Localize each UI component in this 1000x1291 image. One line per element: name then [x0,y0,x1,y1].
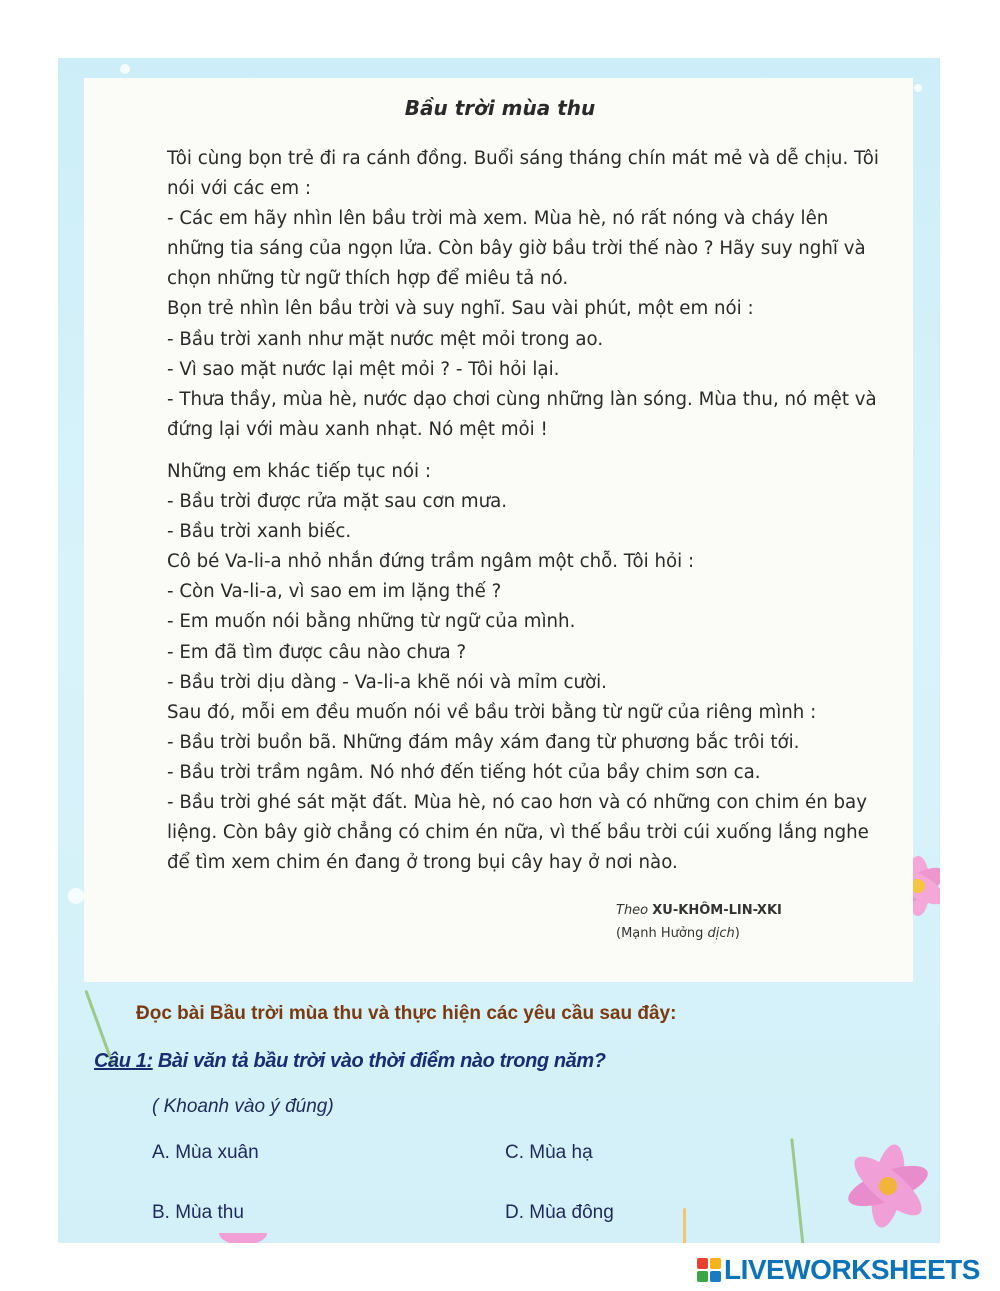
passage-title: Bầu trời mùa thu [404,96,596,120]
flower-stem [683,1208,686,1243]
question-1 [94,1050,606,1073]
translator-dich: dịch [707,926,735,941]
passage-paragraph: Tôi cùng bọn trẻ đi ra cánh đồng. Buổi sáng tháng chín mát mẻ và dễ chịu. Tôi nói với các em : [167,148,879,200]
option-d[interactable]: D. Mùa đông [505,1202,614,1223]
passage-body [141,144,881,878]
option-b[interactable]: B. Mùa thu [152,1202,244,1223]
passage-paragraph: - Vì sao mặt nước lại mệt mỏi ? - Tôi hỏi lại. [167,358,560,380]
passage-paragraph: Bọn trẻ nhìn lên bầu trời và suy nghĩ. Sau vài phút, một em nói : [167,298,754,320]
liveworksheets-logo [697,1254,980,1286]
passage-paragraph: - Em muốn nói bằng những từ ngữ của mình. [167,611,576,633]
sparkle-decoration [120,64,130,74]
translator-name: (Mạnh Hưởng [616,926,708,941]
instruction-text: Đọc bài Bầu trời mùa thu và thực hiện các yêu cầu sau đây: [136,1003,677,1024]
liveworksheets-logo-icon [697,1258,721,1282]
option-a[interactable]: A. Mùa xuân [152,1142,259,1163]
sparkle-decoration [914,84,922,92]
flower-stem [790,1138,804,1243]
passage-paragraph: Sau đó, mỗi em đều muốn nói về bầu trời bằng từ ngữ của riêng mình : [167,701,817,723]
attribution-theo: Theo [616,903,649,918]
passage-paragraph: - Bầu trời được rửa mặt sau cơn mưa. [167,491,508,513]
option-c[interactable]: C. Mùa hạ [505,1142,593,1163]
passage-paragraph: - Em đã tìm được câu nào chưa ? [167,641,467,663]
passage-paragraph: Cô bé Va-li-a nhỏ nhắn đứng trầm ngâm một chỗ. Tôi hỏi : [167,551,695,573]
paragraph-gap [141,445,881,457]
passage-paragraph: - Các em hãy nhìn lên bầu trời mà xem. Mùa hè, nó rất nóng và cháy lên những tia sáng của ngọn lửa. Còn bây giờ bầu trời thế nào ? Hãy suy nghĩ và chọn những từ ngữ thích hợp để miêu tả nó. [167,208,866,290]
passage-paragraph: - Bầu trời xanh biếc. [167,521,352,543]
passage-paragraph: Những em khác tiếp tục nói : [167,460,431,482]
passage-paragraph: - Bầu trời xanh như mặt nước mệt mỏi trong ao. [167,328,604,350]
passage-paragraph: - Bầu trời ghé sát mặt đất. Mùa hè, nó cao hơn và có những con chim én bay liệng. Còn bây giờ chẳng có chim én nữa, vì thế bầu trời cúi xuống lắng nghe để tìm xem chim én đang ở trong bụi cây hay ở nơi nào. [167,791,869,874]
pink-flower-decoration [810,1118,940,1243]
passage-translator [616,926,740,941]
translator-close: ) [734,926,740,941]
pink-flower-decoration [208,1233,278,1243]
logo-text: LIVEWORKSHEETS [724,1254,980,1285]
passage-paragraph: - Còn Va-li-a, vì sao em im lặng thế ? [167,581,502,603]
attribution-author: XU-KHÔM-LIN-XKI [652,903,782,918]
question-label: Câu 1: [94,1050,153,1072]
passage-paragraph: - Bầu trời trầm ngâm. Nó nhớ đến tiếng hót của bầy chim sơn ca. [167,761,761,783]
question-hint: ( Khoanh vào ý đúng) [152,1096,334,1117]
passage-paragraph: - Bầu trời buồn bã. Những đám mây xám đang từ phương bắc trôi tới. [167,731,800,753]
passage-paragraph: - Thưa thầy, mùa hè, nước dạo chơi cùng những làn sóng. Mùa thu, nó mệt và đứng lại với màu xanh nhạt. Nó mệt mỏi ! [167,388,877,440]
passage-attribution [616,903,782,918]
question-text: Bài văn tả bầu trời vào thời điểm nào trong năm? [152,1050,606,1072]
passage-paragraph: - Bầu trời dịu dàng - Va-li-a khẽ nói và mỉm cười. [167,671,607,693]
sparkle-decoration [68,888,84,904]
